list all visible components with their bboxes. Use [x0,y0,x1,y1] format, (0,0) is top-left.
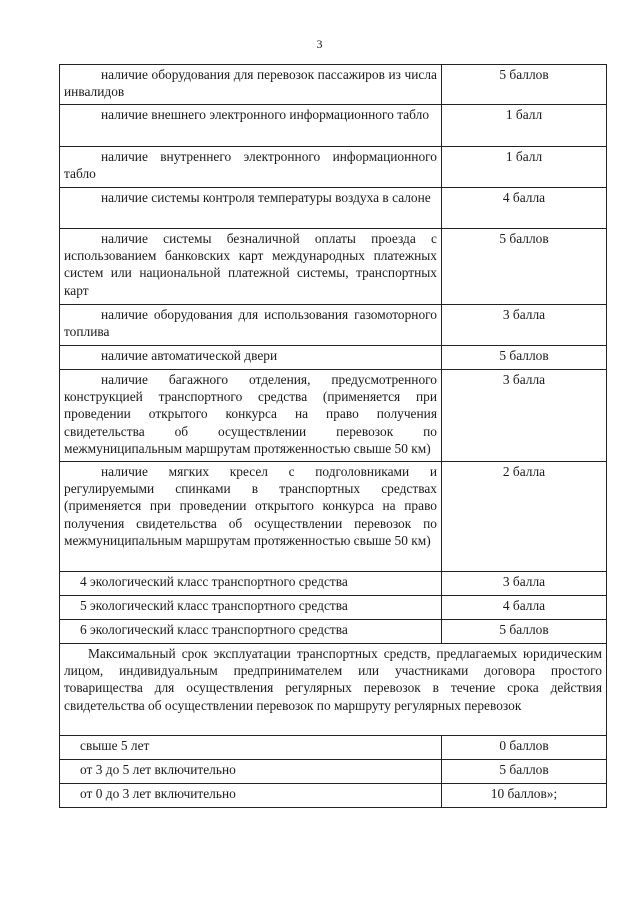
section-heading-row [60,644,607,736]
score-cell: 3 балла [442,572,607,596]
score-cell: 5 баллов [442,346,607,370]
criterion-cell: наличие мягких кресел с подголовниками и регулируемыми спинками в транспортных средствах (применяется при проведении открытого конкурса на право получения свидетельства об осуществлении перевозок по межмуниципальным маршрутам протяженностью свыше 50 км) [60,462,442,572]
table-row [60,147,607,188]
criterion-cell: 5 экологический класс транспортного средства [60,596,442,620]
criteria-table [59,64,607,808]
table-row [60,65,607,105]
score-cell: 3 балла [442,305,607,346]
page-number: 3 [316,37,323,51]
criterion-cell: 6 экологический класс транспортного средства [60,620,442,644]
score-cell: 1 балл [442,147,607,188]
criterion-cell: наличие автоматической двери [60,346,442,370]
table-row [60,462,607,572]
table-row [60,370,607,462]
criterion-cell: свыше 5 лет [60,736,442,760]
table-row [60,188,607,229]
criterion-cell: наличие оборудования для использования газомоторного топлива [60,305,442,346]
table-row [60,305,607,346]
table-row [60,760,607,784]
table-row [60,346,607,370]
table-row [60,784,607,808]
criterion-cell: наличие оборудования для перевозок пассажиров из числа инвалидов [60,65,442,105]
section-heading: Максимальный срок эксплуатации транспортных средств, предлагаемых юридическим лицом, индивидуальным предпринимателем или участниками договора простого товарищества для осуществления регулярных перевозок в течение срока действия свидетельства об осуществлении перевозок по маршруту регулярных перевозок [60,644,607,736]
table-row [60,572,607,596]
criterion-cell: 4 экологический класс транспортного средства [60,572,442,596]
table-row [60,596,607,620]
score-cell: 1 балл [442,105,607,147]
score-cell: 4 балла [442,596,607,620]
criterion-cell: от 0 до 3 лет включительно [60,784,442,808]
criterion-cell: наличие багажного отделения, предусмотренного конструкцией транспортного средства (применяется при проведении открытого конкурса на право получения свидетельства об осуществлении перевозок по межмуниципальным маршрутам протяженностью свыше 50 км) [60,370,442,462]
score-cell: 5 баллов [442,65,607,105]
score-cell: 5 баллов [442,760,607,784]
score-cell: 5 баллов [442,620,607,644]
score-cell: 5 баллов [442,229,607,305]
score-cell: 3 балла [442,370,607,462]
score-cell: 10 баллов»; [442,784,607,808]
criterion-cell: от 3 до 5 лет включительно [60,760,442,784]
score-cell: 2 балла [442,462,607,572]
score-cell: 0 баллов [442,736,607,760]
score-cell: 4 балла [442,188,607,229]
criterion-cell: наличие внутреннего электронного информационного табло [60,147,442,188]
table-row [60,736,607,760]
criterion-cell: наличие системы контроля температуры воздуха в салоне [60,188,442,229]
table-row [60,620,607,644]
criterion-cell: наличие системы безналичной оплаты проезда с использованием банковских карт международных платежных систем или национальной платежной системы, транспортных карт [60,229,442,305]
criterion-cell: наличие внешнего электронного информационного табло [60,105,442,147]
table-row [60,105,607,147]
table-row [60,229,607,305]
